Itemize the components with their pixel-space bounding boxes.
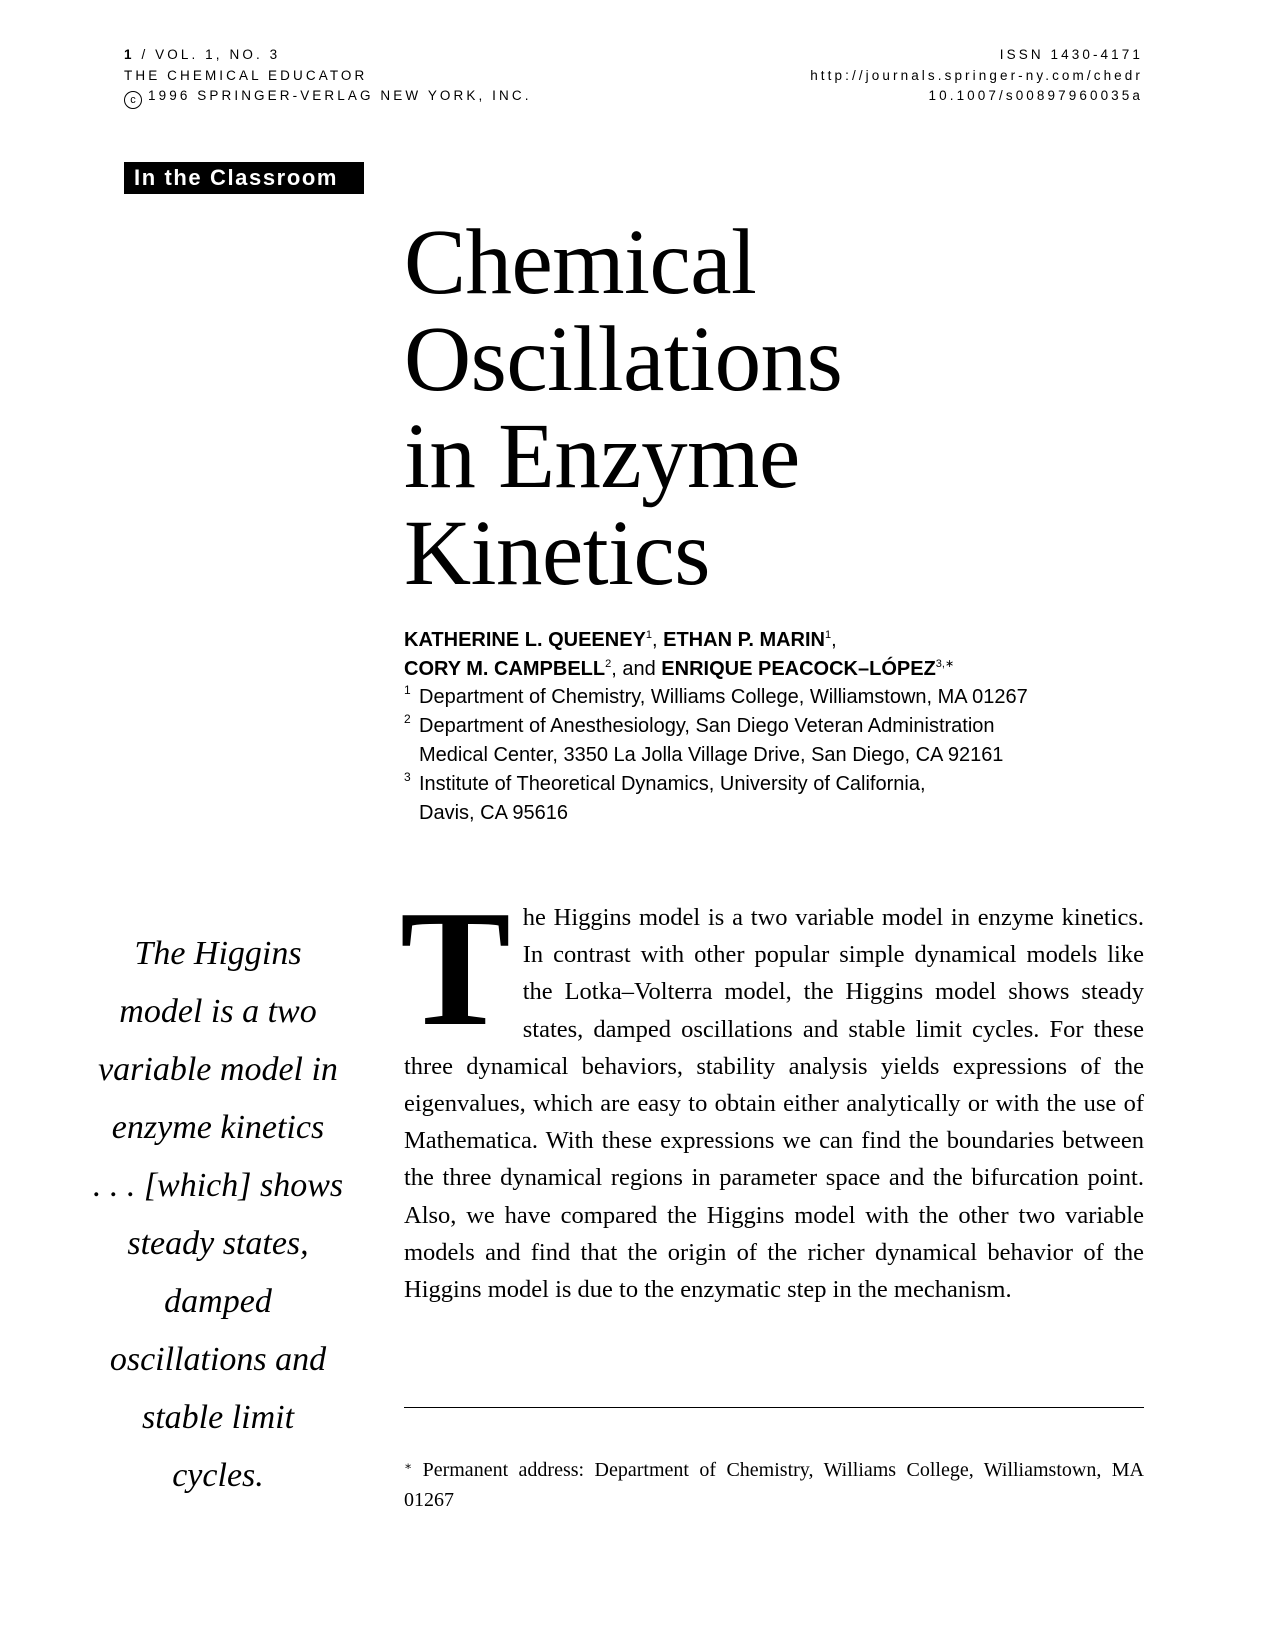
footnote-text: Permanent address: Department of Chemistry, Williams College, Williamstown, MA 01267 [404, 1459, 1144, 1511]
affiliation-mark: 2 [404, 712, 411, 726]
affiliation-line: Davis, CA 95616 [419, 802, 568, 824]
affiliation-line: Medical Center, 3350 La Jolla Village Drive, San Diego, CA 92161 [419, 744, 1004, 766]
pull-quote-line: damped [164, 1283, 272, 1320]
pull-quote-line: model is a two [119, 993, 317, 1030]
copyright-line [124, 86, 532, 109]
affiliation [404, 683, 1164, 712]
pull-quote-line: stable limit [141, 1399, 295, 1436]
author-line [404, 626, 1164, 655]
abstract-text: he Higgins model is a two variable model in enzyme kinetics. In contrast with other popular simple dynamical models like the Lotka–Volterra model, the Higgins model shows steady states, damped oscillations and stable limit cycles. For these three dynamical behaviors, stability analysis yields expressions of the eigenvalues, which are easy to obtain either analytically or with the use of Mathematica. With these expressions we can find the boundaries between the three dynamical regions in parameter space and the bifurcation point. Also, we have compared the Higgins model with the other two variable models and find that the origin of the richer dynamical behavior of the Higgins model is due to the enzymatic step in the mechanism. [404, 904, 1144, 1304]
title-line: in Enzyme [404, 405, 800, 508]
author-affiliation-mark: 1 [645, 629, 652, 641]
author-name: CORY M. CAMPBELL [404, 658, 606, 680]
author-name: ENRIQUE PEACOCK–LÓPEZ [661, 658, 936, 680]
copyright-text: 1996 SPRINGER-VERLAG NEW YORK, INC. [148, 88, 532, 103]
pull-quote-line: cycles. [172, 1457, 264, 1494]
author-line [404, 655, 1164, 684]
article-title [404, 211, 1224, 605]
volume-issue: VOL. 1, NO. 3 [155, 47, 281, 62]
title-line: Oscillations [404, 308, 843, 411]
drop-cap: T [400, 876, 511, 1060]
journal-identifiers [810, 45, 1143, 107]
section-tag: In the Classroom [124, 162, 364, 194]
issn: ISSN 1430-4171 [999, 47, 1143, 62]
author-name: KATHERINE L. QUEENEY [404, 629, 646, 651]
affiliation [404, 712, 1164, 770]
affiliation-line: Institute of Theoretical Dynamics, University of California, [419, 773, 926, 795]
doi: 10.1007/s00897960035a [928, 88, 1143, 103]
title-line: Kinetics [404, 502, 710, 605]
pull-quote-line: variable model in [98, 1051, 338, 1088]
footnote-mark: ∗ [404, 1459, 413, 1473]
author-affiliation-mark: 1 [825, 629, 832, 641]
affiliation-mark: 1 [404, 683, 411, 697]
journal-name: THE CHEMICAL EDUCATOR [124, 67, 368, 83]
affiliation-line: Department of Chemistry, Williams College, Williamstown, MA 01267 [419, 686, 1028, 708]
pull-quote-line: oscillations and [109, 1341, 327, 1378]
author-affiliation-mark: 3,∗ [935, 658, 955, 670]
affiliation-list [404, 683, 1164, 828]
affiliation-line: Department of Anesthesiology, San Diego Veteran Administration [419, 715, 995, 737]
abstract [400, 876, 1144, 1308]
author-separator: , [652, 629, 658, 651]
pull-quote-line: The Higgins [134, 935, 302, 972]
journal-url[interactable]: http://journals.springer-ny.com/chedr [810, 67, 1143, 83]
pull-quote-line: . . . [which] shows [92, 1167, 344, 1204]
author-name: ETHAN P. MARIN [663, 629, 825, 651]
volume-line: 1 / VOL. 1, NO. 3 [124, 47, 281, 62]
pull-quote-line: enzyme kinetics [111, 1109, 325, 1146]
journal-header [124, 45, 532, 109]
author-separator: , and [611, 658, 656, 680]
pull-quote [76, 925, 360, 1505]
author-list [404, 626, 1164, 684]
page-number: 1 [124, 47, 135, 62]
author-affiliation-mark: 2 [605, 658, 612, 670]
footnote-divider [404, 1407, 1144, 1408]
pull-quote-line: steady states, [127, 1225, 309, 1262]
footnote [404, 1455, 1144, 1515]
author-separator: , [831, 629, 837, 651]
affiliation-mark: 3 [404, 770, 411, 784]
title-line: Chemical [404, 211, 757, 314]
copyright-icon: c [124, 91, 142, 109]
affiliation [404, 770, 1164, 828]
